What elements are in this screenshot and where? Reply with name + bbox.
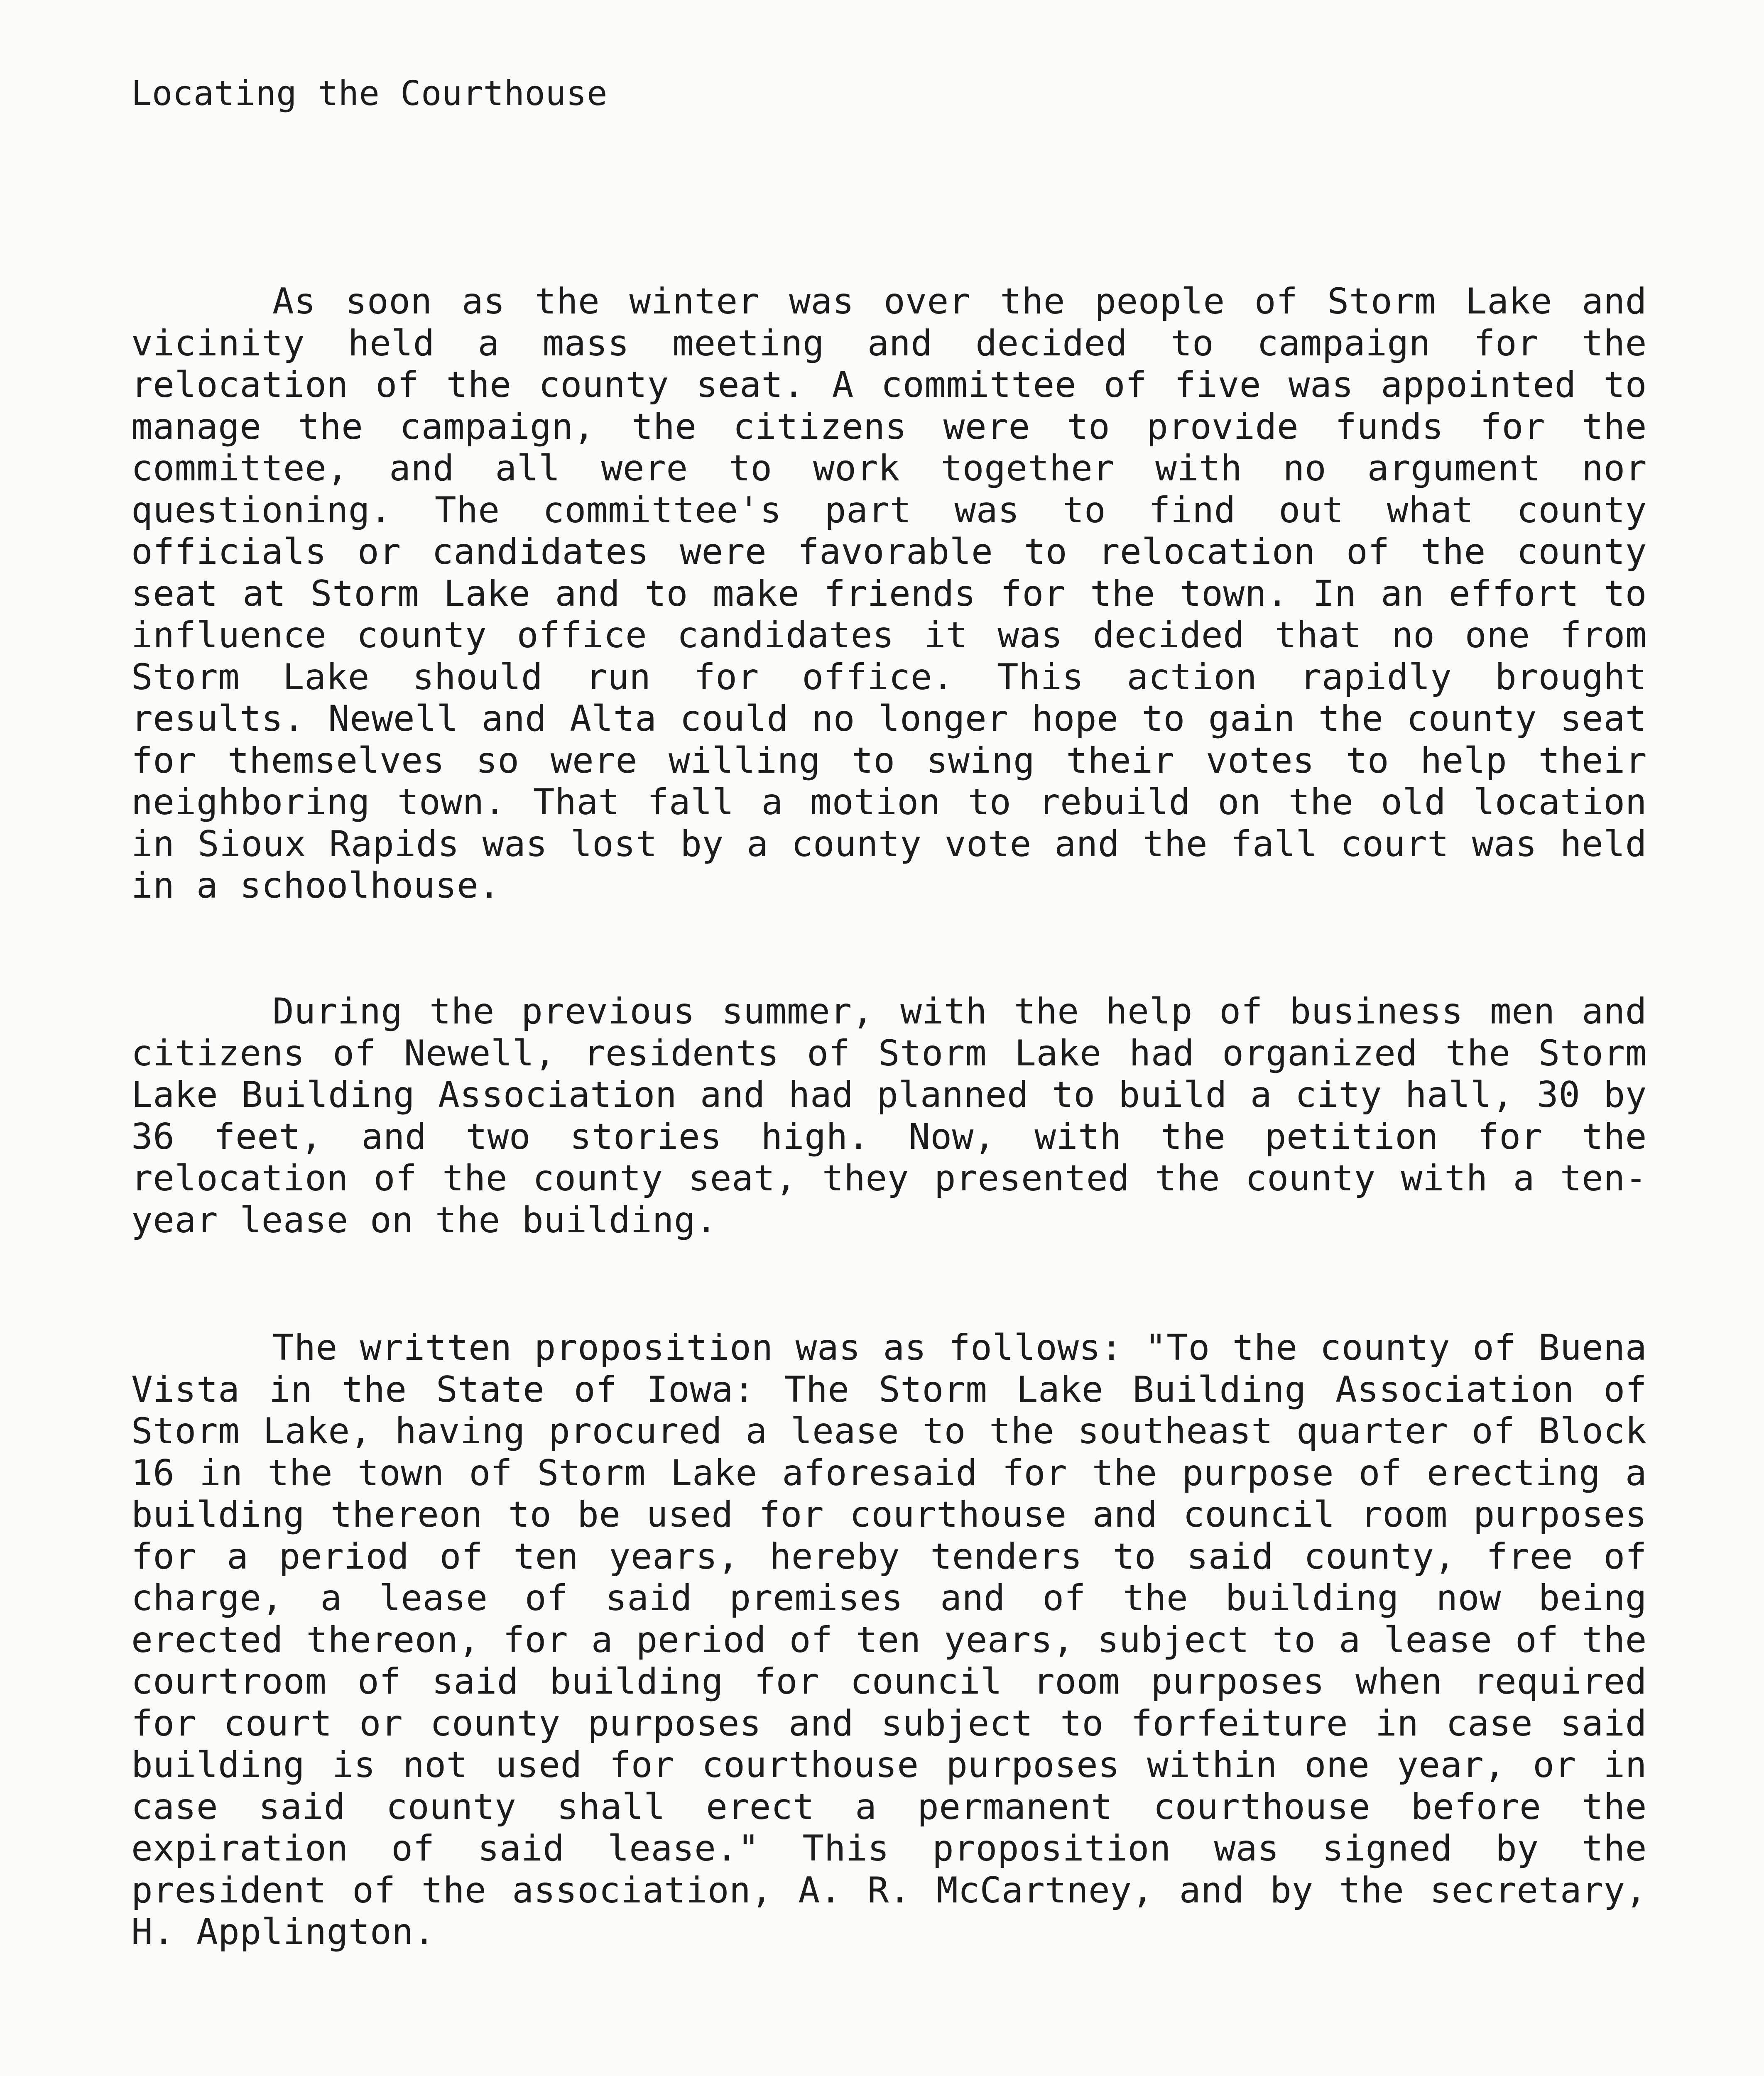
- page-header-title: Locating the Courthouse: [131, 74, 608, 113]
- body-paragraph: The written proposition was as follows: "To the county of Buena Vista in the State of Iowa: The Storm Lake Building Association of Storm Lake, having procured a lease to the southeast quarter of Block 16 in the town of Storm Lake aforesaid for the purpose of erecting a building thereon to be used for courthouse and council room purposes for a period of ten years, hereby tenders to said county, free of charge, a lease of said premises and of the building now being erected thereon, for a period of ten years, subject to a lease of the courtroom of said building for council room purposes when required for court or county purposes and subject to forfeiture in case said building is not used for courthouse purposes within one year, or in case said county shall erect a permanent courthouse before the expiration of said lease." This proposition was signed by the president of the association, A. R. McCartney, and by the secretary, H. Applington.: [131, 1327, 1647, 1953]
- body-paragraph: During the previous summer, with the help of business men and citizens of Newell, residents of Storm Lake had organized the Storm Lake Building Association and had planned to build a city hall, 30 by 36 feet, and two stories high. Now, with the petition for the relocation of the county seat, they presented the county with a ten-year lease on the building.: [131, 991, 1647, 1241]
- body-paragraph: As soon as the winter was over the people of Storm Lake and vicinity held a mass meeting and decided to campaign for the relocation of the county seat. A committee of five was appointed to manage the campaign, the citizens were to provide funds for the committee, and all were to work together with no argument nor questioning. The committee's part was to find out what county officials or candidates were favorable to relocation of the county seat at Storm Lake and to make friends for the town. In an effort to influence county office candidates it was decided that no one from Storm Lake should run for office. This action rapidly brought results. Newell and Alta could no longer hope to gain the county seat for themselves so were willing to swing their votes to help their neighboring town. That fall a motion to rebuild on the old location in Sioux Rapids was lost by a county vote and the fall court was held in a schoolhouse.: [131, 281, 1647, 906]
